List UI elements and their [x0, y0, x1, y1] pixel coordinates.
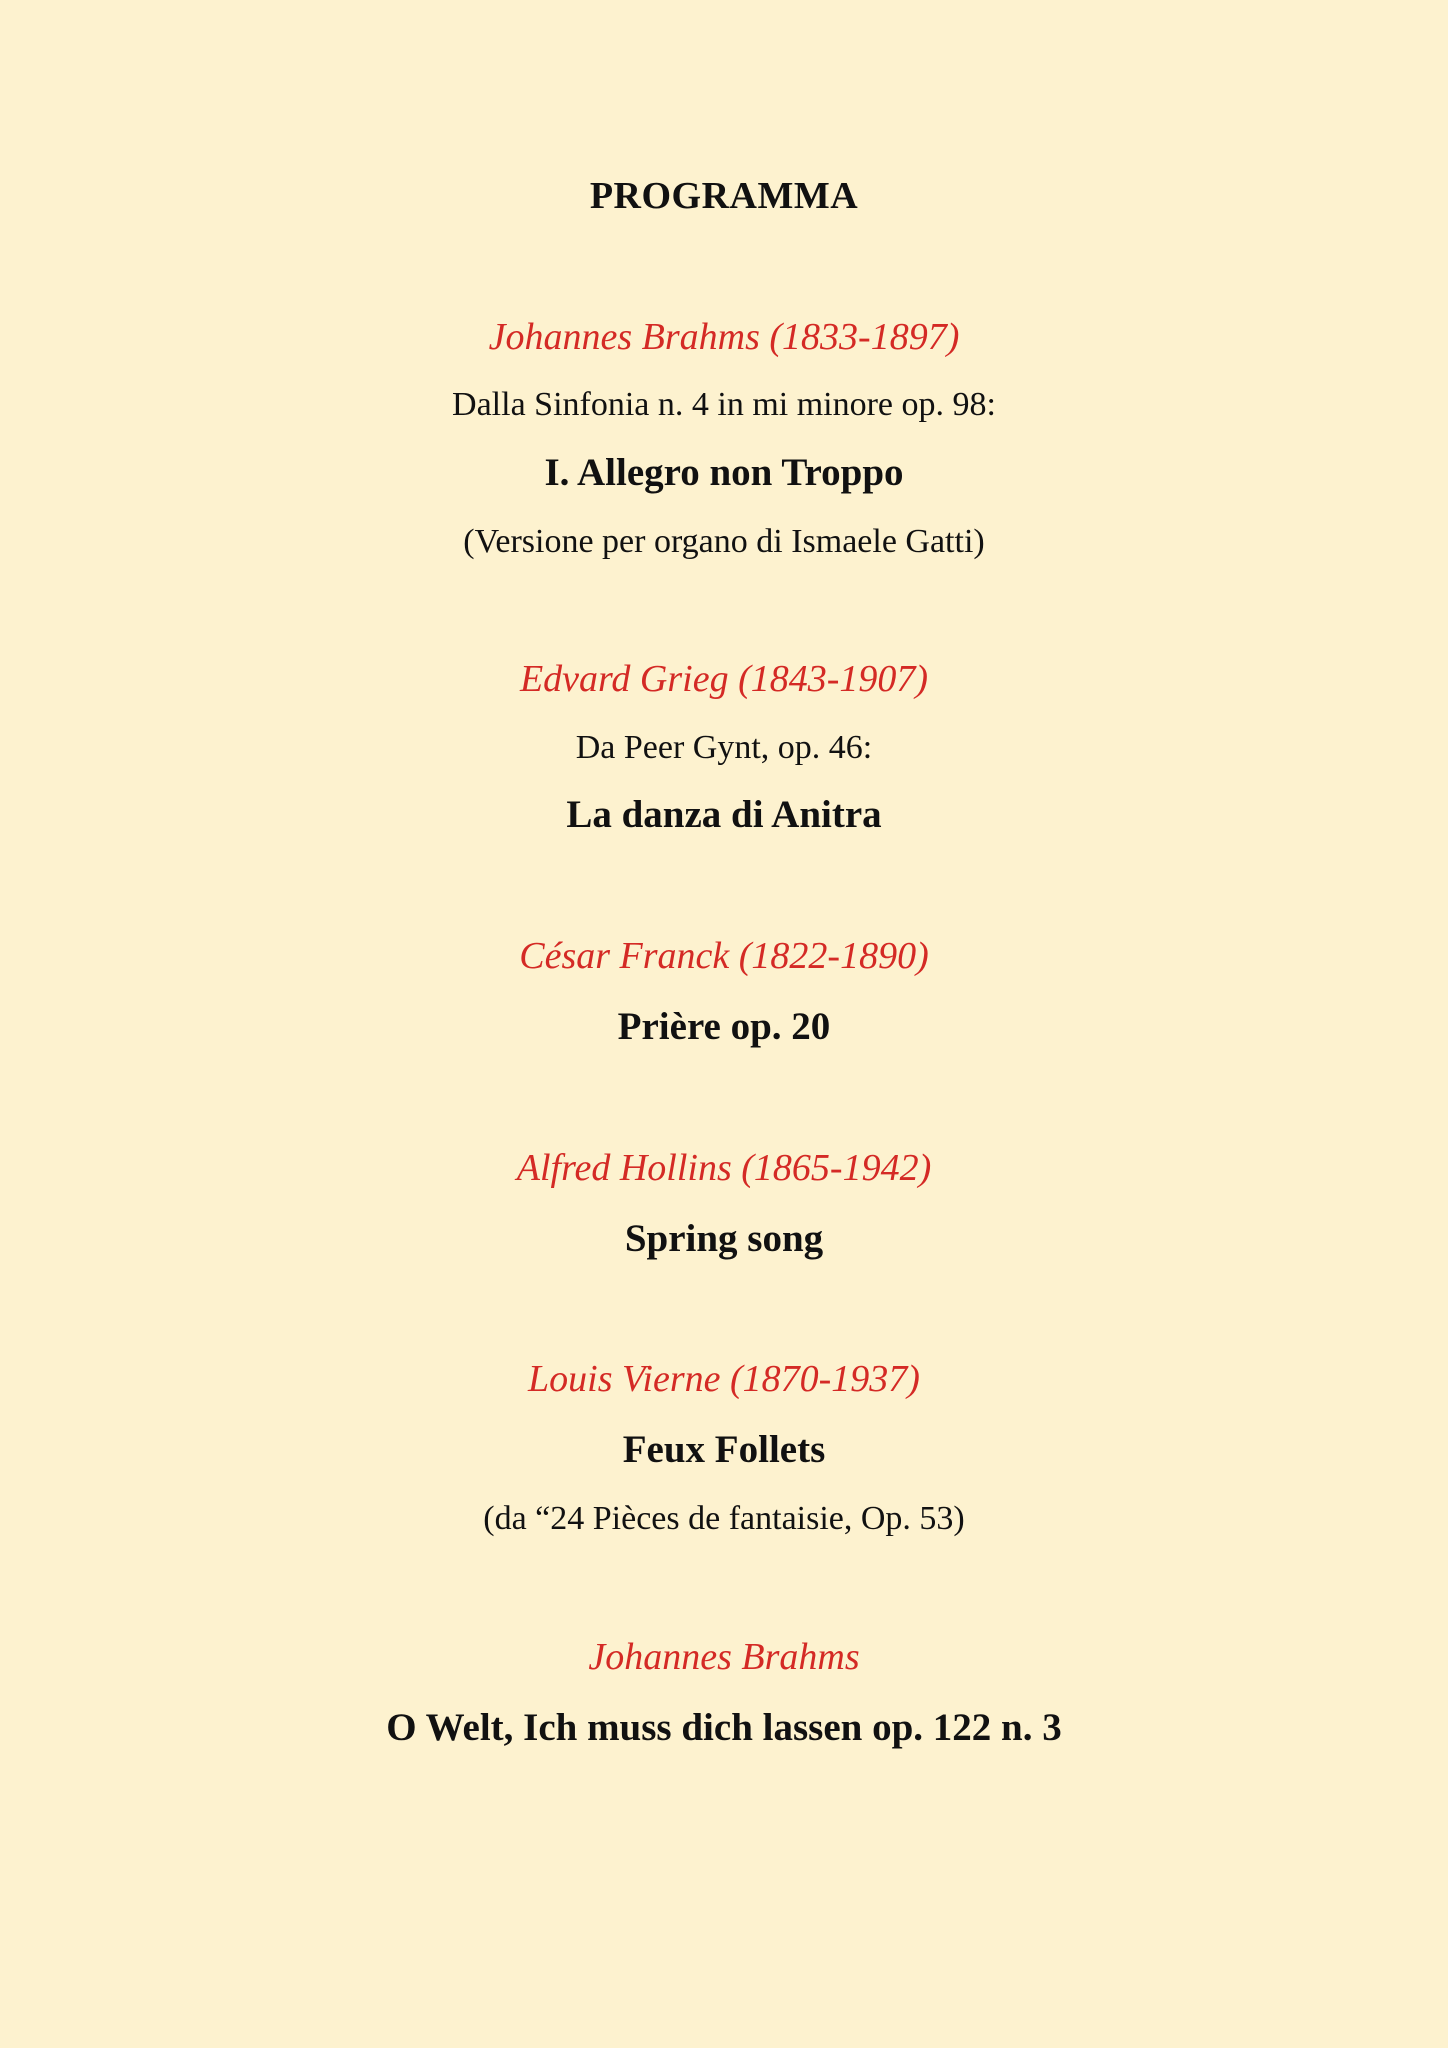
work-spring-song: Spring song — [624, 1217, 824, 1260]
composer-brahms-2: Johannes Brahms — [588, 1636, 860, 1678]
source-grieg: Da Peer Gynt, op. 46: — [575, 729, 873, 766]
composer-franck: César Franck (1822-1890) — [519, 935, 929, 977]
work-priere: Prière op. 20 — [617, 1005, 831, 1048]
work-allegro-non-troppo: I. Allegro non Troppo — [544, 451, 904, 494]
work-danza-di-anitra: La danza di Anitra — [566, 793, 882, 836]
composer-hollins: Alfred Hollins (1865-1942) — [516, 1147, 932, 1189]
note-brahms-1: (Versione per organo di Ismaele Gatti) — [463, 523, 985, 560]
work-feux-follets: Feux Follets — [622, 1428, 826, 1471]
source-brahms-1: Dalla Sinfonia n. 4 in mi minore op. 98: — [452, 386, 996, 423]
page-title: PROGRAMMA — [589, 175, 859, 217]
work-o-welt: O Welt, Ich muss dich lassen op. 122 n. 3 — [386, 1706, 1062, 1749]
composer-brahms-1: Johannes Brahms (1833-1897) — [488, 316, 960, 358]
composer-grieg: Edvard Grieg (1843-1907) — [519, 658, 929, 700]
composer-vierne: Louis Vierne (1870-1937) — [528, 1358, 920, 1400]
note-vierne: (da “24 Pièces de fantaisie, Op. 53) — [483, 1500, 965, 1537]
